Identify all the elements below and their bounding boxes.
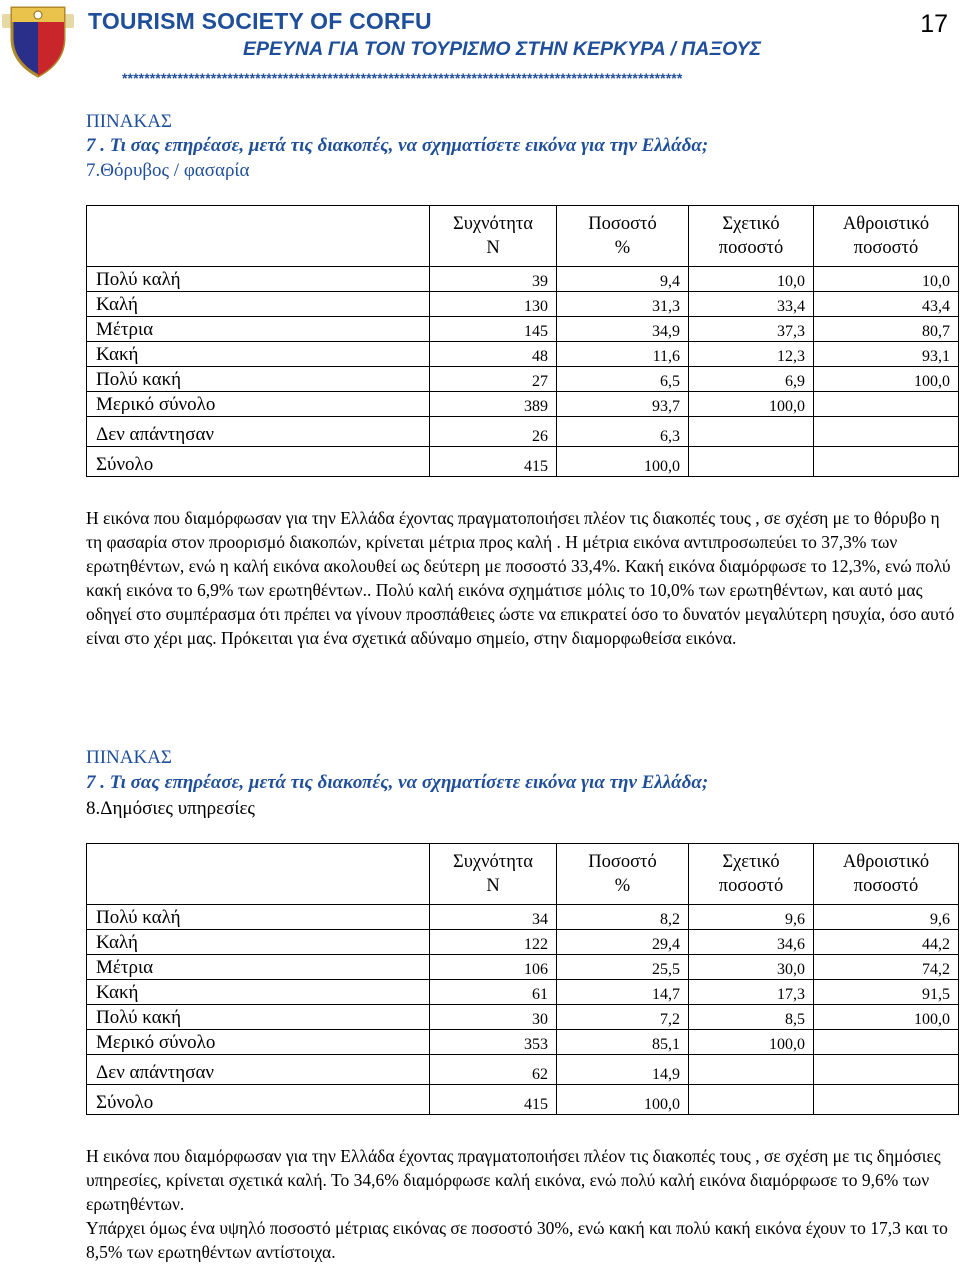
- cell-valid-percent: 6,9: [689, 367, 814, 392]
- table-subtitle: 8.Δημόσιες υπηρεσίες: [86, 798, 255, 819]
- cell-frequency: 39: [430, 267, 557, 292]
- table-row: [87, 905, 959, 930]
- cell-percent: 100,0: [557, 1085, 689, 1115]
- survey-title: ΕΡΕΥΝΑ ΓΙΑ ΤΟΝ ΤΟΥΡΙΣΜΟ ΣΤΗΝ ΚΕΡΚΥΡΑ / ΠΑΞΟΥΣ: [243, 38, 762, 60]
- cell-percent: 29,4: [557, 930, 689, 955]
- row-label: Μερικό σύνολο: [87, 392, 430, 417]
- paragraph-text: Η εικόνα που διαμόρφωσαν για την Ελλάδα έχοντας πραγματοποιήσει πλέον τις διακοπές τους , σε σχέση με το θόρυβο η τη φασαρία στον προορισμό διακοπών, κρίνεται μέτρια προς καλή . Η μέτρια εικόνα αντιπροσωπεύει το 37,3% των ερωτηθέντων, ενώ η καλή εικόνα ακολουθεί ως δεύτερη με ποσοστό 33,4%. Κακή εικόνα διαμόρφωσε το 12,3%, ενώ πολύ κακή εικόνα το 6,9% των ερωτηθέντων.. Πολύ καλή εικόνα σχημάτισε μόλις το 10,0% των ερωτηθέντων, και αυτό μας οδηγεί στο συμπέρασμα ότι πρέπει να γίνουν προσπάθειες ώστε να επικρατεί όσο το δυνατόν μεγαλύτερη ησυχία, όσο αυτό είναι στο χέρι μας. Πρόκειται για ένα σχετικά αδύναμο σημείο, στην διαμορφωθείσα εικόνα.: [86, 508, 955, 648]
- cell-valid-percent: 17,3: [689, 980, 814, 1005]
- cell-percent: 11,6: [557, 342, 689, 367]
- cell-cumulative-percent: 9,6: [814, 905, 959, 930]
- column-header-line: Ποσοστό: [588, 852, 657, 872]
- cell-frequency: 34: [430, 905, 557, 930]
- cell-percent: 7,2: [557, 1005, 689, 1030]
- table-header-row: [87, 844, 959, 905]
- analysis-paragraph: [86, 1144, 960, 1264]
- cell-valid-percent: [689, 417, 814, 447]
- column-header-line: %: [614, 238, 631, 258]
- table-row: [87, 1005, 959, 1030]
- cell-frequency: 122: [430, 930, 557, 955]
- row-label: Σύνολο: [87, 447, 430, 477]
- column-header-line: ποσοστό: [718, 876, 784, 896]
- cell-frequency: 415: [430, 1085, 557, 1115]
- cell-valid-percent: 8,5: [689, 1005, 814, 1030]
- cell-cumulative-percent: 80,7: [814, 317, 959, 342]
- cell-cumulative-percent: 44,2: [814, 930, 959, 955]
- cell-cumulative-percent: 100,0: [814, 367, 959, 392]
- table-header-row: [87, 206, 959, 267]
- paragraph-text: Η εικόνα που διαμόρφωσαν για την Ελλάδα έχοντας πραγματοποιήσει πλέον τις διακοπές τους , σε σχέση με τις δημόσιες υπηρεσίες, κρίνεται σχετικά καλή. Το 34,6% διαμόρφωσε καλή εικόνα, ενώ πολύ καλή εικόνα διαμόρφωσε το 9,6% των ερωτηθέντων.: [86, 1146, 941, 1214]
- cell-valid-percent: 30,0: [689, 955, 814, 980]
- analysis-paragraph: [86, 506, 960, 650]
- column-header-line: Ποσοστό: [588, 214, 657, 234]
- column-header-line: Αθροιστικό: [842, 214, 930, 234]
- cell-valid-percent: 9,6: [689, 905, 814, 930]
- column-header-line: Συχνότητα: [453, 852, 533, 872]
- cell-percent: 6,3: [557, 417, 689, 447]
- cell-cumulative-percent: 93,1: [814, 342, 959, 367]
- cell-cumulative-percent: 91,5: [814, 980, 959, 1005]
- cell-frequency: 27: [430, 367, 557, 392]
- row-label: Σύνολο: [87, 1085, 430, 1115]
- cell-percent: 6,5: [557, 367, 689, 392]
- cell-cumulative-percent: [814, 1055, 959, 1085]
- column-header-line: Σχετικό: [722, 852, 780, 872]
- cell-percent: 14,7: [557, 980, 689, 1005]
- column-header: [814, 206, 959, 267]
- frequency-table: [86, 843, 959, 1115]
- cell-percent: 93,7: [557, 392, 689, 417]
- cell-valid-percent: 100,0: [689, 392, 814, 417]
- table-row: [87, 417, 959, 447]
- frequency-table: [86, 205, 959, 477]
- cell-valid-percent: 37,3: [689, 317, 814, 342]
- row-label: Πολύ κακή: [87, 367, 430, 392]
- cell-percent: 9,4: [557, 267, 689, 292]
- row-label: Πολύ κακή: [87, 1005, 430, 1030]
- cell-frequency: 353: [430, 1030, 557, 1055]
- row-label: Μέτρια: [87, 317, 430, 342]
- cell-percent: 14,9: [557, 1055, 689, 1085]
- cell-valid-percent: 100,0: [689, 1030, 814, 1055]
- cell-frequency: 130: [430, 292, 557, 317]
- column-header-line: ποσοστό: [853, 876, 919, 896]
- table-row: [87, 980, 959, 1005]
- table-label: ΠΙΝΑΚΑΣ: [86, 111, 172, 132]
- row-label: Καλή: [87, 292, 430, 317]
- column-header-line: Συχνότητα: [453, 214, 533, 234]
- cell-frequency: 30: [430, 1005, 557, 1030]
- table-subtitle: 7.Θόρυβος / φασαρία: [86, 160, 250, 181]
- cell-frequency: 62: [430, 1055, 557, 1085]
- row-label: Δεν απάντησαν: [87, 417, 430, 447]
- column-header: [557, 206, 689, 267]
- column-header-line: N: [486, 238, 500, 258]
- cell-cumulative-percent: [814, 417, 959, 447]
- question-title: 7 . Τι σας επηρέασε, μετά τις διακοπές, να σχηματίσετε εικόνα για την Ελλάδα;: [86, 772, 709, 793]
- cell-frequency: 48: [430, 342, 557, 367]
- cell-frequency: 145: [430, 317, 557, 342]
- cell-cumulative-percent: 100,0: [814, 1005, 959, 1030]
- cell-percent: 85,1: [557, 1030, 689, 1055]
- cell-percent: 31,3: [557, 292, 689, 317]
- table-row: [87, 955, 959, 980]
- header-corner-cell: [87, 844, 430, 905]
- column-header: [814, 844, 959, 905]
- column-header-line: Αθροιστικό: [842, 852, 930, 872]
- table-row: [87, 1055, 959, 1085]
- organization-name: TOURISM SOCIETY OF CORFU: [88, 8, 432, 34]
- cell-percent: 25,5: [557, 955, 689, 980]
- cell-cumulative-percent: 10,0: [814, 267, 959, 292]
- column-header-line: ποσοστό: [853, 238, 919, 258]
- table-row: [87, 930, 959, 955]
- column-header-line: ποσοστό: [718, 238, 784, 258]
- row-label: Κακή: [87, 342, 430, 367]
- column-header: [689, 844, 814, 905]
- column-header-line: Σχετικό: [722, 214, 780, 234]
- cell-frequency: 61: [430, 980, 557, 1005]
- table-label: ΠΙΝΑΚΑΣ: [86, 747, 172, 768]
- table-row: [87, 267, 959, 292]
- cell-valid-percent: 10,0: [689, 267, 814, 292]
- table-row: [87, 292, 959, 317]
- page-number: 17: [920, 10, 948, 38]
- row-label: Πολύ καλή: [87, 905, 430, 930]
- shield-logo-icon: [2, 2, 74, 78]
- cell-percent: 8,2: [557, 905, 689, 930]
- cell-valid-percent: 34,6: [689, 930, 814, 955]
- table-row: [87, 392, 959, 417]
- cell-valid-percent: [689, 1055, 814, 1085]
- cell-cumulative-percent: [814, 1085, 959, 1115]
- row-label: Καλή: [87, 930, 430, 955]
- table-row: [87, 317, 959, 342]
- header-separator: *****************************************************************************************************: [122, 70, 683, 86]
- header-corner-cell: [87, 206, 430, 267]
- cell-percent: 34,9: [557, 317, 689, 342]
- row-label: Δεν απάντησαν: [87, 1055, 430, 1085]
- cell-cumulative-percent: 43,4: [814, 292, 959, 317]
- table-row: [87, 367, 959, 392]
- cell-valid-percent: 12,3: [689, 342, 814, 367]
- cell-valid-percent: 33,4: [689, 292, 814, 317]
- table-row: [87, 447, 959, 477]
- page-header: [0, 0, 960, 100]
- table-row: [87, 1030, 959, 1055]
- column-header: [430, 206, 557, 267]
- cell-frequency: 415: [430, 447, 557, 477]
- column-header: [689, 206, 814, 267]
- table-row: [87, 1085, 959, 1115]
- cell-valid-percent: [689, 447, 814, 477]
- cell-percent: 100,0: [557, 447, 689, 477]
- paragraph-text: Υπάρχει όμως ένα υψηλό ποσοστό μέτριας εικόνας σε ποσοστό 30%, ενώ κακή και πολύ κακή εικόνα έχουν το 17,3 και το 8,5% των ερωτηθέντων αντίστοιχα.: [86, 1218, 948, 1262]
- row-label: Πολύ καλή: [87, 267, 430, 292]
- row-label: Μέτρια: [87, 955, 430, 980]
- cell-valid-percent: [689, 1085, 814, 1115]
- cell-frequency: 106: [430, 955, 557, 980]
- cell-cumulative-percent: 74,2: [814, 955, 959, 980]
- cell-cumulative-percent: [814, 392, 959, 417]
- question-title: 7 . Τι σας επηρέασε, μετά τις διακοπές, να σχηματίσετε εικόνα για την Ελλάδα;: [86, 135, 709, 156]
- row-label: Κακή: [87, 980, 430, 1005]
- cell-frequency: 26: [430, 417, 557, 447]
- column-header: [557, 844, 689, 905]
- table-row: [87, 342, 959, 367]
- row-label: Μερικό σύνολο: [87, 1030, 430, 1055]
- cell-cumulative-percent: [814, 1030, 959, 1055]
- column-header-line: N: [486, 876, 500, 896]
- column-header: [430, 844, 557, 905]
- column-header-line: %: [614, 876, 631, 896]
- cell-cumulative-percent: [814, 447, 959, 477]
- cell-frequency: 389: [430, 392, 557, 417]
